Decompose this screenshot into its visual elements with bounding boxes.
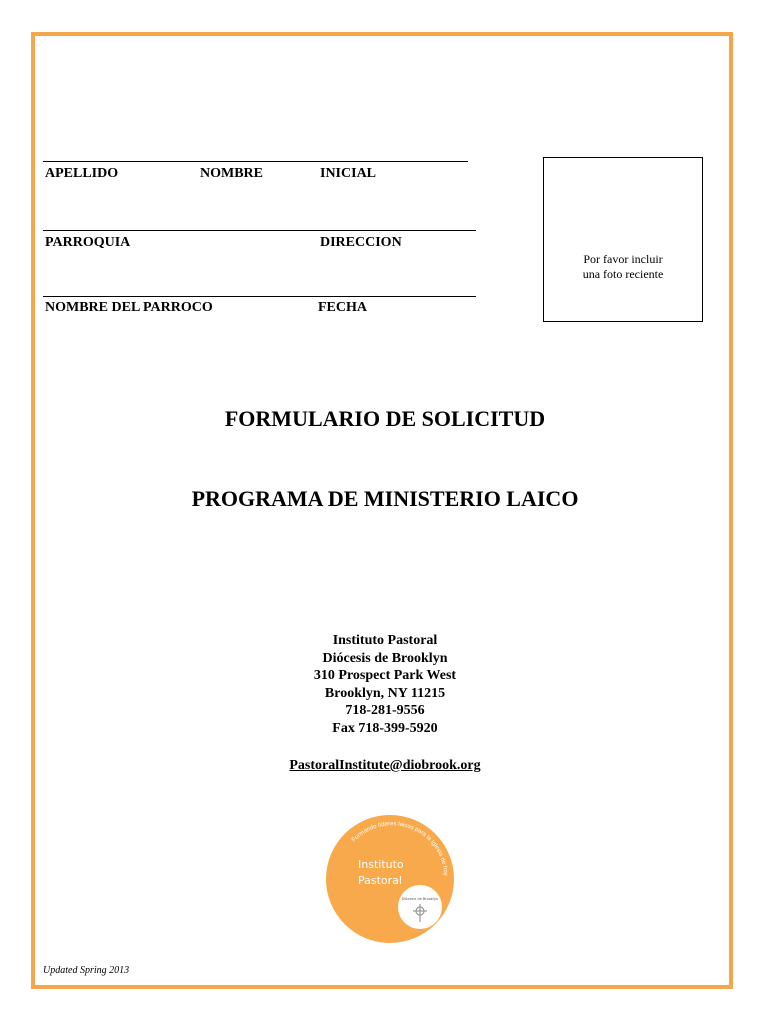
address-block [0,632,770,738]
parroquia-label: PARROQUIA [45,235,131,250]
address-line1: Instituto Pastoral [332,633,438,648]
nombre-parroco-label: NOMBRE DEL PARROCO [45,300,213,315]
name-line [43,161,468,162]
photo-instructions-line1: Por favor incluir [583,252,663,266]
logo-name-line1: Instituto [358,858,404,871]
logo-name-line2: Pastoral [358,874,402,887]
fax-line: Fax 718-399-5920 [332,720,438,736]
form-title: FORMULARIO DE SOLICITUD [224,406,546,431]
inicial-label: INICIAL [320,166,377,181]
instituto-pastoral-logo [324,812,456,946]
nombre-label: NOMBRE [200,166,263,181]
email-link[interactable]: PastoralInstitute@diobrook.org [289,758,481,773]
address-line4: Brooklyn, NY 11215 [324,685,446,701]
photo-instructions-line2: una foto reciente [582,267,664,281]
direccion-label: DIRECCION [320,235,402,250]
address-line2: Diócesis de Brooklyn [322,650,448,666]
updated-note: Updated Spring 2013 [43,965,130,976]
logo-seal-text: Diócesis de Brooklyn [401,897,439,901]
apellido-label: APELLIDO [45,166,119,181]
photo-instructions [544,252,702,282]
program-title: PROGRAMA DE MINISTERIO LAICO [191,486,579,511]
phone-line: 718-281-9556 [345,703,425,719]
photo-box [543,157,703,322]
address-line3: 310 Prospect Park West [313,668,457,684]
fecha-label: FECHA [318,300,367,315]
logo-arc-text: Formando líderes laicos para la Iglesia de hoy [351,821,449,876]
parish-line [43,230,476,231]
pastor-line [43,296,476,297]
